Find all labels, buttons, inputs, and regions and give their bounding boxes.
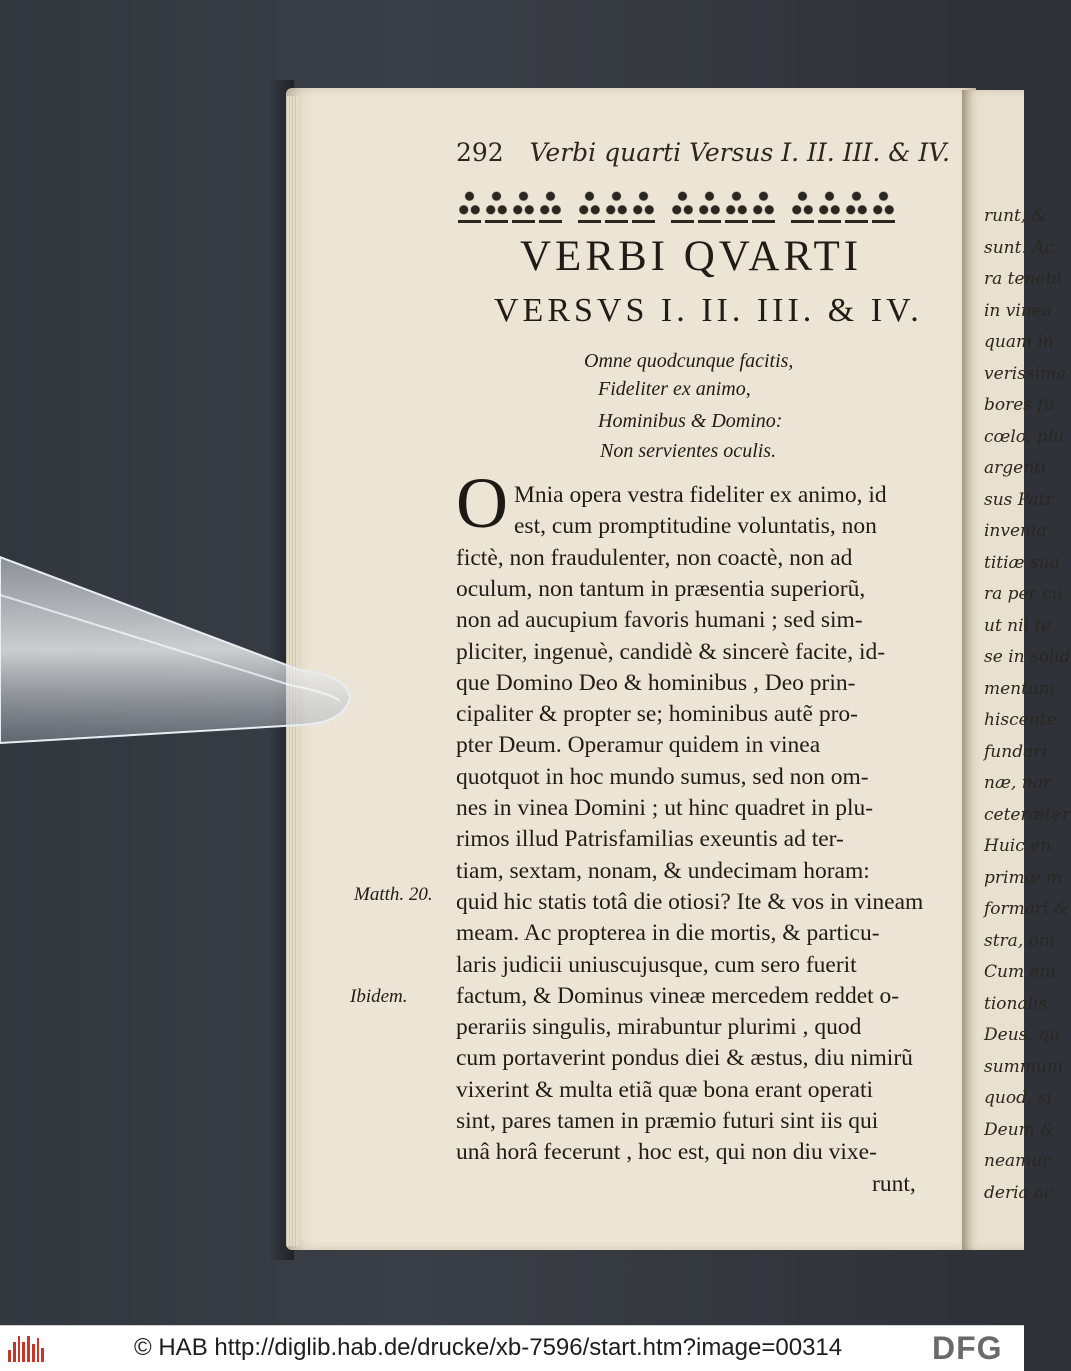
facing-page-line: ra tenebi — [984, 269, 1062, 289]
facing-page-line: verissima — [984, 363, 1067, 384]
facing-page-line: bores fu — [984, 395, 1055, 415]
facing-page-fragment — [962, 90, 1071, 1250]
body-line: tiam, sextam, nonam, & undecimam horam: — [456, 858, 870, 884]
facing-page-line: tionalis — [984, 993, 1048, 1014]
facing-page-line: quam in — [984, 332, 1054, 352]
facing-page-line: næ, nor — [984, 773, 1052, 793]
facing-page-line: deria ac — [984, 1182, 1054, 1203]
body-line: meam. Ac propterea in die mortis, & particu- — [456, 920, 880, 946]
body-line: quotquot in hoc mundo sumus, sed non om- — [456, 764, 869, 790]
facing-page-line: runt, & — [984, 206, 1047, 226]
decorative-ornament-band — [458, 184, 942, 224]
verse-line: Fideliter ex animo, — [598, 378, 751, 400]
facing-page-line: mentum — [984, 678, 1056, 699]
facing-page-line: sus Patr — [984, 489, 1054, 510]
body-line: fictè, non fraudulenter, non coactè, non ad — [456, 545, 853, 571]
footer-bar — [0, 1325, 1024, 1371]
body-line: cum portaverint pondus diei & æstus, diu nimirũ — [456, 1045, 913, 1071]
facing-page-line: se in solid — [984, 647, 1071, 667]
body-line: unâ horâ fecerunt , hoc est, qui non diu vixe- — [456, 1139, 877, 1165]
body-line: rimos illud Patrisfamilias exeuntis ad ter- — [456, 826, 844, 852]
facing-page-line: hiscente — [984, 710, 1057, 730]
facing-page-line: sunt. Ac — [984, 237, 1055, 258]
body-line: est, cum promptitudine voluntatis, non — [514, 513, 877, 539]
facing-page-line: Deus, qu — [984, 1025, 1061, 1045]
body-line: oculum, non tantum in præsentia superiorũ, — [456, 576, 866, 602]
facing-page-line: ut nil te — [984, 615, 1052, 636]
chapter-subtitle: VERSVS I. II. III. & IV. — [494, 292, 923, 329]
margin-note: Ibidem. — [350, 986, 408, 1007]
body-line: vixerint & multa etiã quæ bona erant operati — [456, 1077, 873, 1103]
facing-page-line: in vinea — [984, 300, 1052, 321]
body-line: runt, — [872, 1171, 916, 1197]
facing-page-line: quod, si — [984, 1088, 1052, 1108]
facing-page-line: invenia — [984, 521, 1047, 541]
facing-page-line: formari & — [984, 899, 1070, 919]
chapter-title: VERBI QVARTI — [520, 233, 863, 280]
facing-page-line: Huic en — [984, 836, 1052, 856]
body-line: perariis singulis, mirabuntur plurimi , quod — [456, 1014, 862, 1040]
facing-page-line: argenti — [984, 458, 1047, 478]
body-line: nes in vinea Domini ; ut hinc quadret in plu- — [456, 795, 874, 821]
body-line: Mnia opera vestra fideliter ex animo, id — [514, 482, 887, 508]
margin-note: Matth. 20. — [354, 884, 433, 905]
drop-capital: O — [456, 463, 508, 543]
facing-page-line: Deum & — [984, 1119, 1056, 1140]
running-head — [456, 138, 950, 172]
body-line: factum, & Dominus vineæ mercedem reddet o- — [456, 983, 900, 1009]
page-number: 292 — [456, 138, 504, 167]
body-line: pter Deum. Operamur quidem in vinea — [456, 732, 821, 758]
body-line: sint, pares tamen in præmio futuri sint iis qui — [456, 1108, 879, 1134]
footer-url[interactable]: © HAB http://diglib.hab.de/drucke/xb-7596/start.htm?image=00314 — [134, 1334, 843, 1361]
facing-page-line: cœlo, plu — [984, 426, 1065, 447]
dfg-logo: DFG — [932, 1330, 1003, 1366]
body-line: laris judicii uniuscujusque, cum sero fuerit — [456, 952, 857, 978]
body-line: cipaliter & propter se; hominibus autẽ pro- — [456, 701, 859, 727]
facing-page-line: fundari — [984, 741, 1047, 762]
verse-line: Non servientes oculis. — [600, 440, 777, 462]
plastic-page-holder — [0, 555, 375, 745]
facing-page-line: neamur — [984, 1151, 1051, 1171]
facing-page-line: Cum eni — [984, 962, 1056, 982]
facing-page-line: titiæ sua — [984, 552, 1060, 573]
facing-page-line: summum — [984, 1056, 1063, 1077]
facing-page-line: ceteræter — [984, 804, 1070, 825]
body-line: quid hic statis totâ die otiosi? Ite & vos in vineam — [456, 889, 924, 915]
facing-page-line: ra per cu — [984, 584, 1063, 604]
running-head-text: Verbi quarti Versus I. II. III. & IV. — [529, 138, 950, 167]
body-line: pliciter, ingenuè, candidè & sincerè facite, id- — [456, 639, 886, 665]
verse-line: Omne quodcunque facitis, — [584, 350, 794, 372]
hab-logo-icon — [8, 1334, 44, 1362]
body-line: que Domino Deo & hominibus , Deo prin- — [456, 670, 856, 696]
facing-page-line: primæ m — [984, 867, 1063, 888]
facing-page-line: stra, om — [984, 930, 1055, 951]
body-line: non ad aucupium favoris humani ; sed sim- — [456, 607, 863, 633]
verse-line: Hominibus & Domino: — [598, 410, 783, 432]
